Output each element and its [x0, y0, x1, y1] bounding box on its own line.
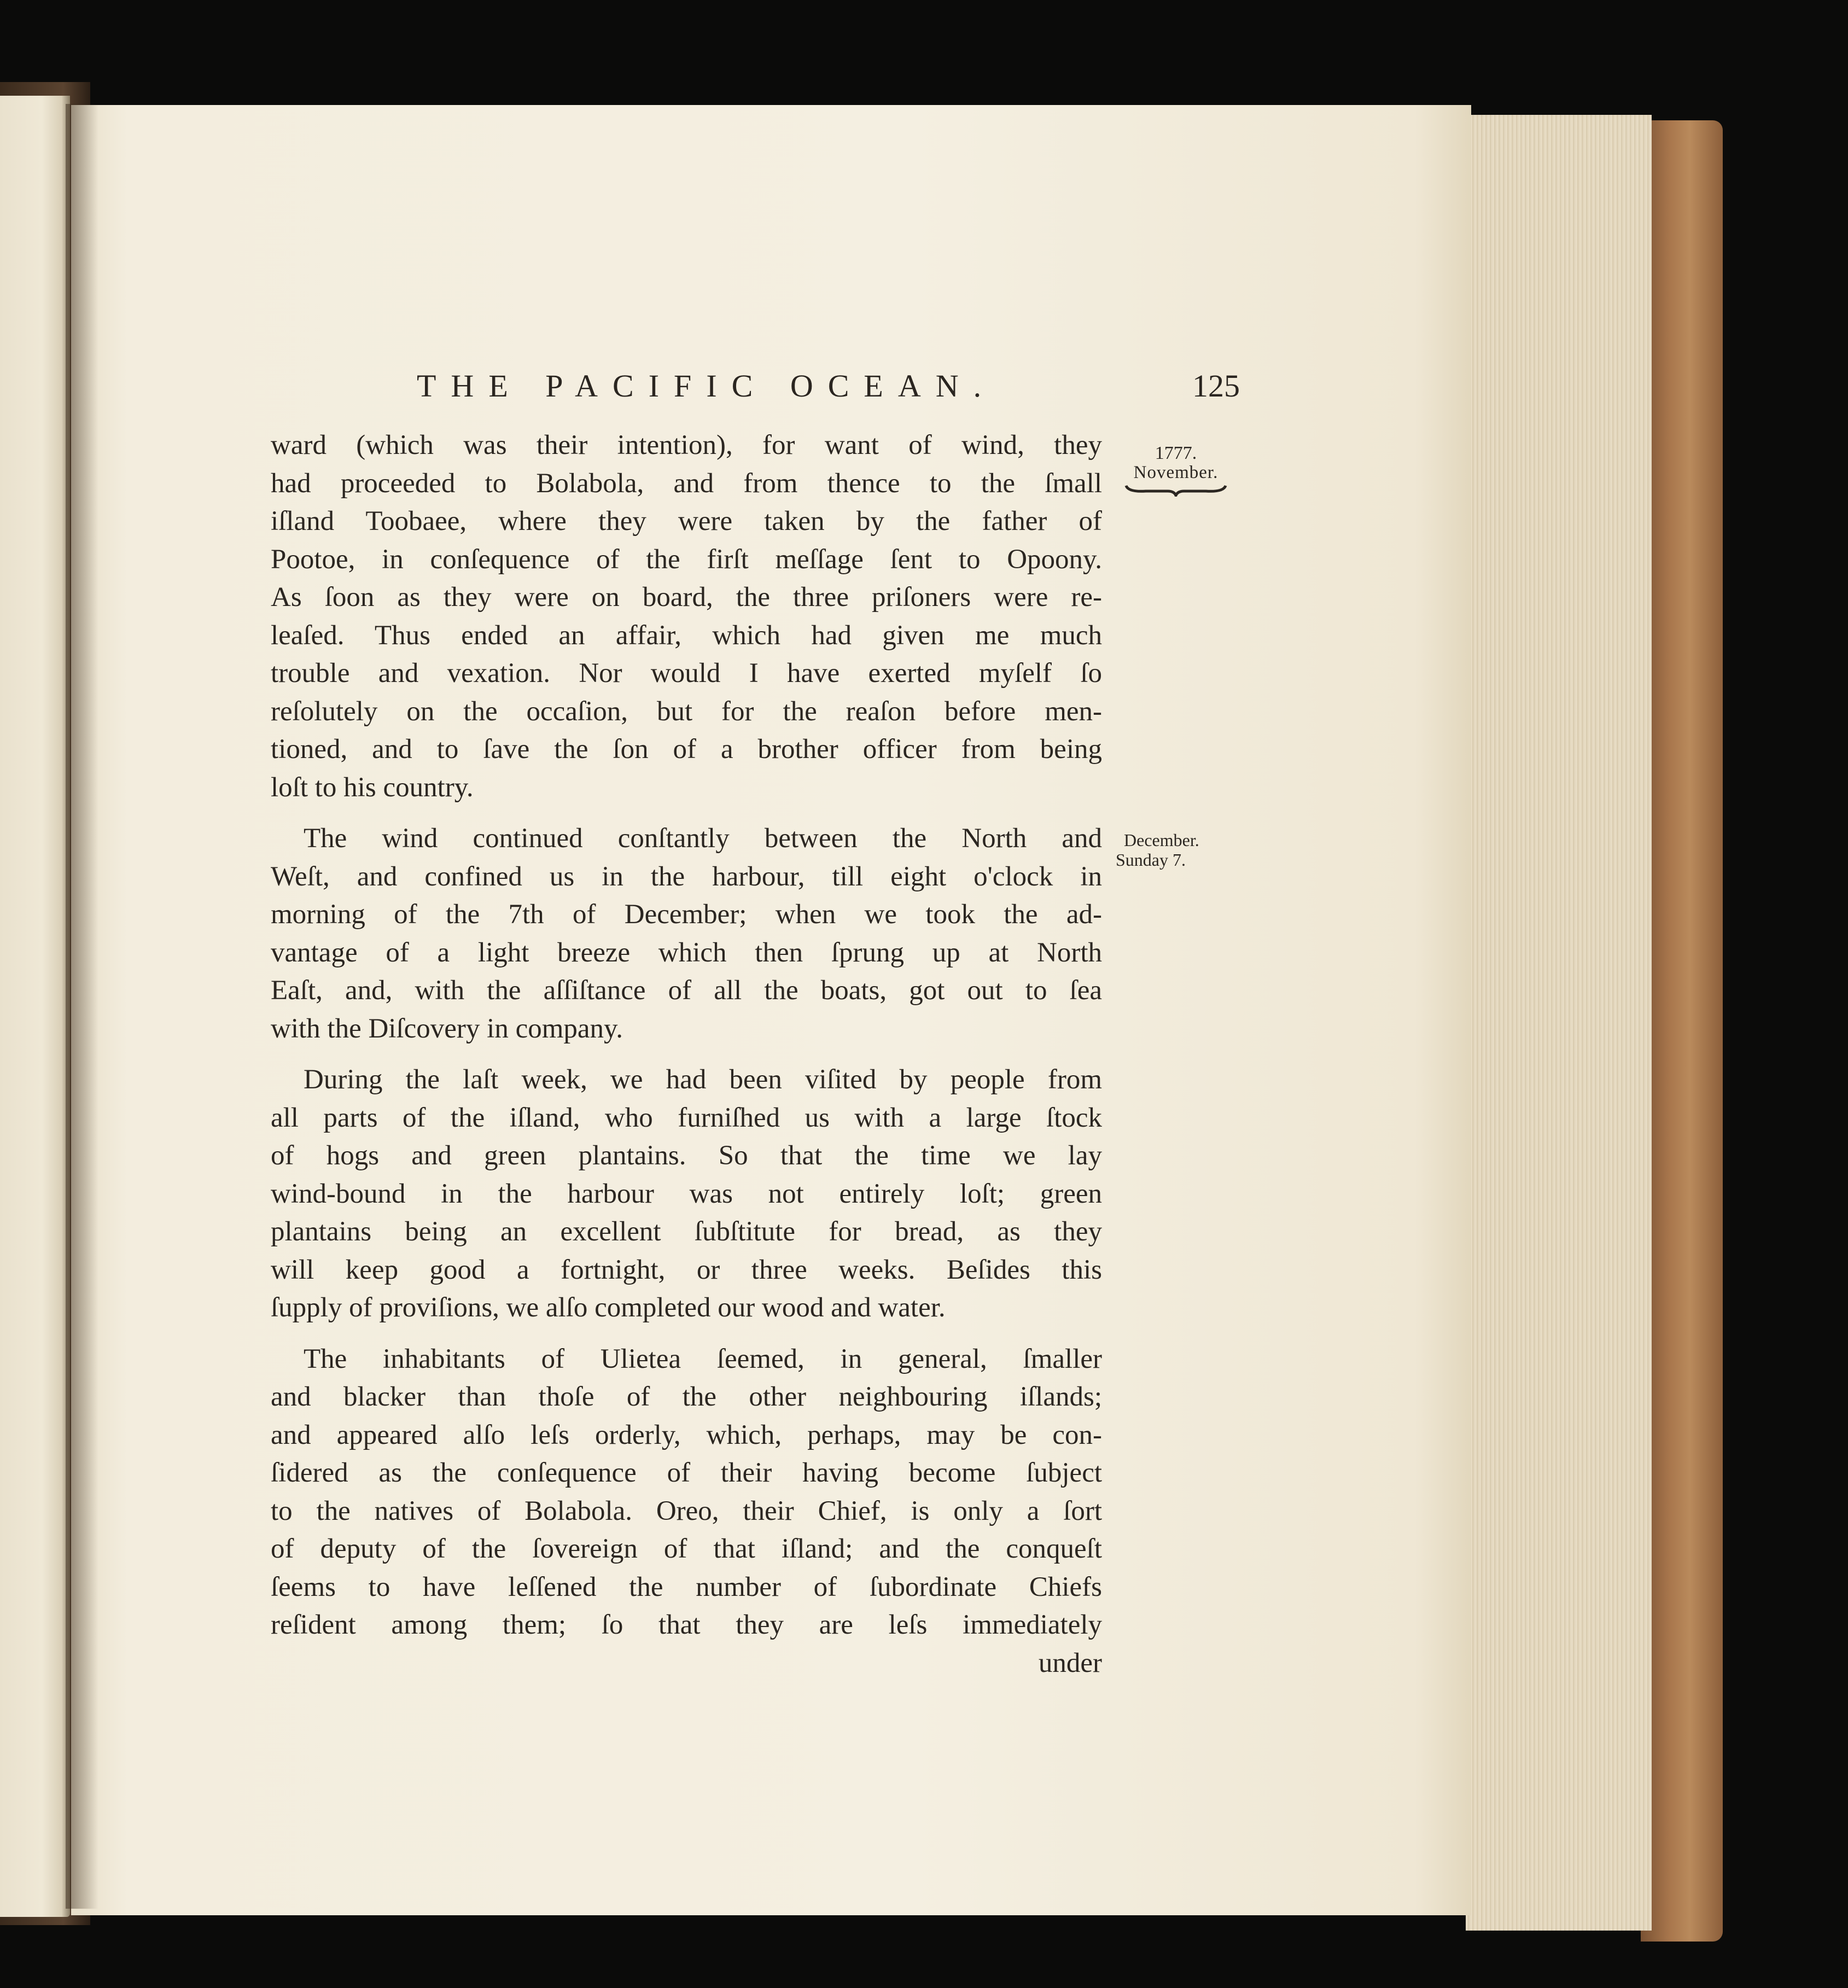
text-line: reſolutely on the occaſion, but for the reaſon before men- — [271, 696, 1102, 727]
text-line: with the Diſcovery in company. — [271, 1013, 623, 1044]
margin-note-year: 1777. — [1155, 443, 1197, 463]
gutter-shadow — [66, 104, 98, 1909]
text-line: and blacker than thoſe of the other neighbouring iſlands; — [271, 1381, 1102, 1412]
running-head: THE PACIFIC OCEAN. — [417, 368, 996, 404]
brace-icon — [1124, 483, 1228, 497]
text-line: Eaſt, and, with the aſſiſtance of all the boats, got out to ſea — [271, 975, 1102, 1006]
text-line: ſupply of proviſions, we alſo completed our wood and water. — [271, 1292, 946, 1323]
text-line: As ſoon as they were on board, the three priſoners were re- — [271, 582, 1102, 613]
paragraph — [271, 427, 1102, 807]
back-cover — [1641, 120, 1723, 1942]
paragraph — [271, 1061, 1102, 1327]
text-line: Pootoe, in conſequence of the firſt meſſage ſent to Opoony. — [271, 544, 1102, 575]
text-line: ſidered as the conſequence of their having become ſubject — [271, 1458, 1102, 1488]
text-line: The inhabitants of Ulietea ſeemed, in general, ſmaller — [304, 1343, 1102, 1374]
text-line: to the natives of Bolabola. Oreo, their Chief, is only a ſort — [271, 1495, 1102, 1526]
text-line: ward (which was their intention), for want of wind, they — [271, 430, 1102, 460]
margin-note-december — [1116, 830, 1225, 870]
text-line: wind-bound in the harbour was not entirely loſt; green — [271, 1178, 1102, 1209]
text-line: had proceeded to Bolabola, and from thence to the ſmall — [271, 468, 1102, 499]
text-line: trouble and vexation. Nor would I have exerted myſelf ſo — [271, 658, 1102, 689]
text-line: of deputy of the ſovereign of that iſland; and the conqueſt — [271, 1534, 1102, 1564]
text-line: ſeems to have leſſened the number of ſubordinate Chiefs — [271, 1571, 1102, 1602]
text-line: tioned, and to ſave the ſon of a brother officer from being — [271, 734, 1102, 765]
paragraph — [271, 1340, 1102, 1645]
body-text — [271, 427, 1102, 1682]
page-fore-edge — [1466, 115, 1652, 1931]
text-line: loſt to his country. — [271, 772, 474, 803]
catchword: under — [1038, 1647, 1102, 1678]
text-line: morning of the 7th of December; when we took the ad- — [271, 899, 1102, 930]
margin-note-month: December. — [1124, 830, 1199, 850]
left-page-sliver — [0, 96, 70, 1917]
text-line: vantage of a light breeze which then ſprung up at North — [271, 937, 1102, 968]
text-line: all parts of the iſland, who furniſhed us with a large ſtock — [271, 1102, 1102, 1133]
paragraph — [271, 820, 1102, 1048]
text-line: Weſt, and confined us in the harbour, till eight o'clock in — [271, 861, 1102, 892]
text-line: plantains being an excellent ſubſtitute for bread, as they — [271, 1216, 1102, 1247]
text-line: iſland Toobaee, where they were taken by the father of — [271, 506, 1102, 537]
text-line: reſident among them; ſo that they are leſs immediately — [271, 1610, 1102, 1640]
text-line: will keep good a fortnight, or three weeks. Beſides this — [271, 1254, 1102, 1285]
margin-note-month: November. — [1133, 463, 1219, 482]
page-number: 125 — [1192, 368, 1240, 404]
text-line: of hogs and green plantains. So that the time we lay — [271, 1140, 1102, 1171]
text-line: leaſed. Thus ended an affair, which had given me much — [271, 620, 1102, 651]
text-line: The wind continued conſtantly between the North and — [304, 823, 1102, 854]
margin-note-day: Sunday 7. — [1116, 850, 1186, 870]
text-line: and appeared alſo leſs orderly, which, perhaps, may be con- — [271, 1419, 1102, 1450]
text-line: During the laſt week, we had been viſited by people from — [304, 1064, 1102, 1095]
margin-note-november — [1121, 444, 1231, 497]
